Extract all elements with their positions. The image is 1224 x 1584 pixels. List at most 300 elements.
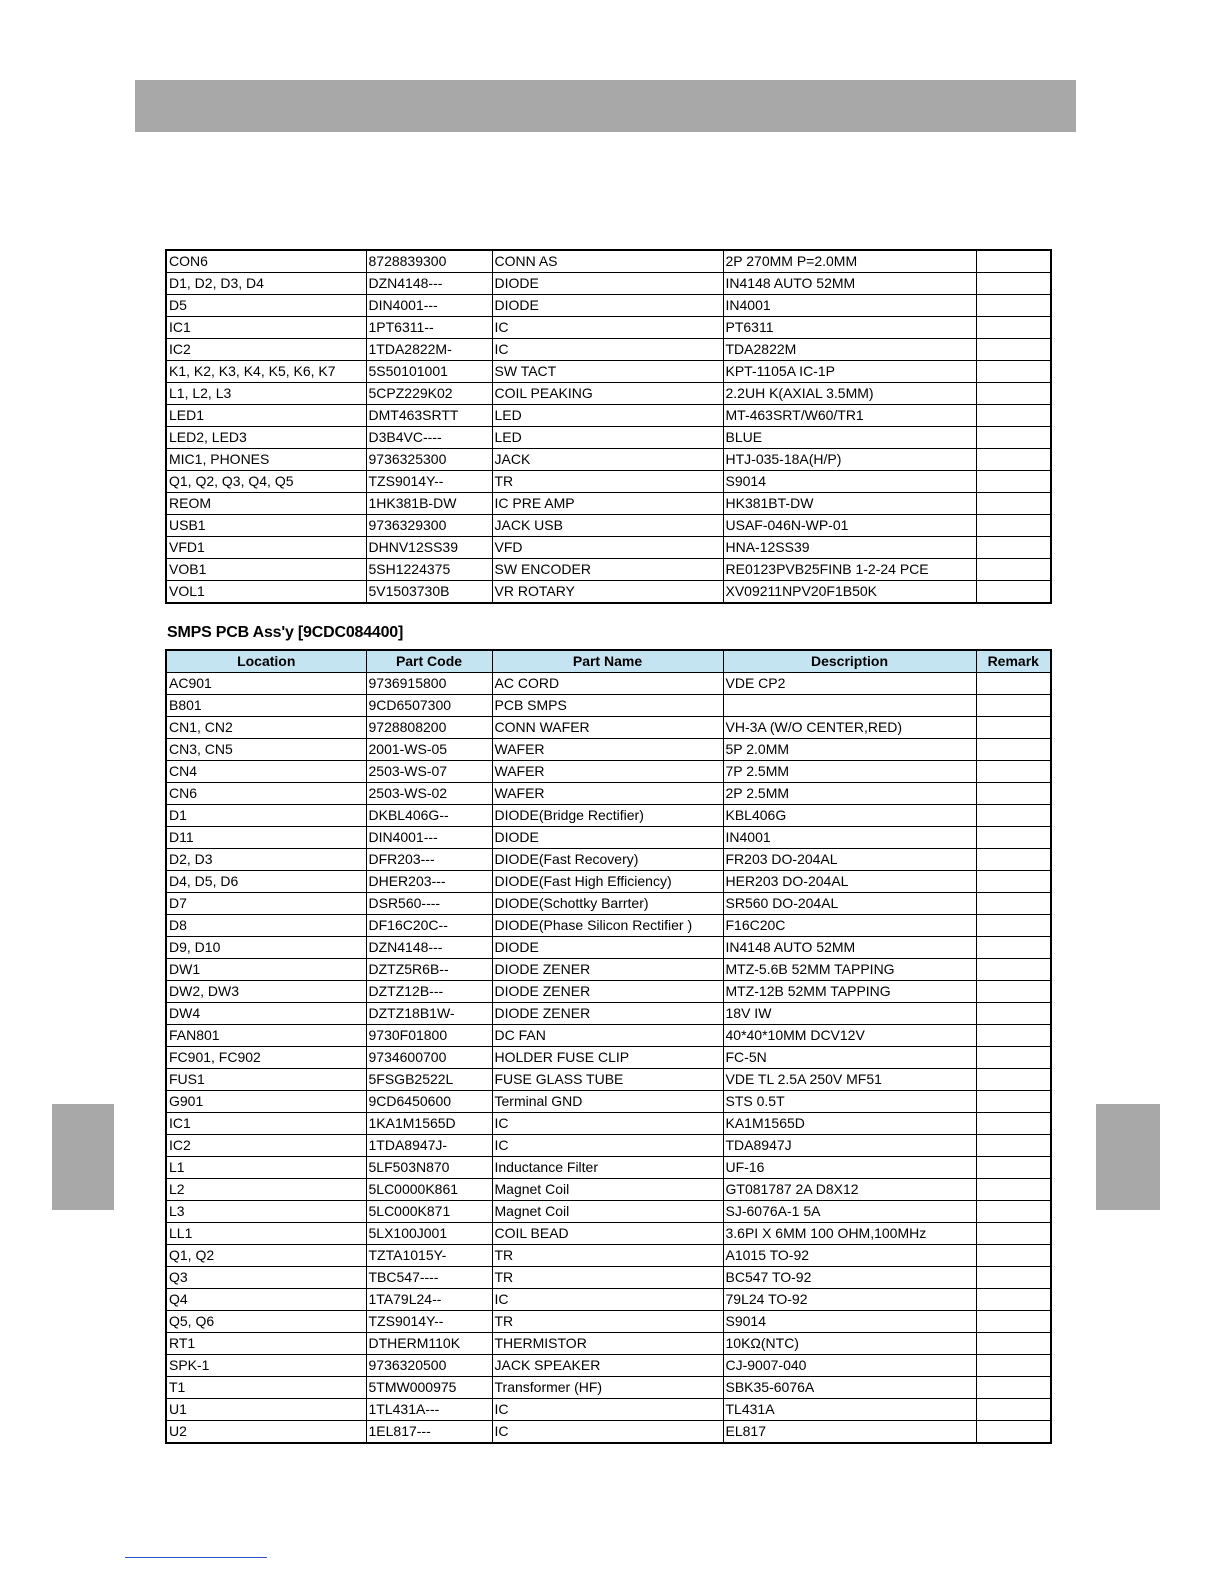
cell-part-name: DIODE(Fast High Efficiency)	[492, 871, 723, 893]
cell-location: LED2, LED3	[166, 427, 366, 449]
cell-location: D7	[166, 893, 366, 915]
cell-location: D5	[166, 295, 366, 317]
cell-remark	[976, 295, 1051, 317]
table-row	[166, 1399, 1051, 1421]
table-row	[166, 673, 1051, 695]
cell-description: RE0123PVB25FINB 1-2-24 PCE	[723, 559, 976, 581]
cell-remark	[976, 1179, 1051, 1201]
cell-description: IN4001	[723, 295, 976, 317]
cell-remark	[976, 871, 1051, 893]
table-row	[166, 1421, 1051, 1444]
cell-remark	[976, 1047, 1051, 1069]
cell-part-name: DIODE(Phase Silicon Rectifier )	[492, 915, 723, 937]
cell-description: PT6311	[723, 317, 976, 339]
section-title-smps: SMPS PCB Ass'y [9CDC084400]	[167, 624, 404, 641]
cell-part-code: TZS9014Y--	[366, 1311, 492, 1333]
cell-description: S9014	[723, 1311, 976, 1333]
cell-part-name: COIL PEAKING	[492, 383, 723, 405]
cell-remark	[976, 1289, 1051, 1311]
cell-location: D4, D5, D6	[166, 871, 366, 893]
cell-description: VDE CP2	[723, 673, 976, 695]
cell-part-name: CONN WAFER	[492, 717, 723, 739]
side-tab-right	[1096, 1104, 1160, 1210]
table-row	[166, 250, 1051, 273]
table-row	[166, 1025, 1051, 1047]
cell-part-name: Transformer (HF)	[492, 1377, 723, 1399]
cell-location: USB1	[166, 515, 366, 537]
cell-description: TL431A	[723, 1399, 976, 1421]
cell-remark	[976, 893, 1051, 915]
cell-part-name: LED	[492, 405, 723, 427]
cell-part-code: 9728808200	[366, 717, 492, 739]
cell-location: DW2, DW3	[166, 981, 366, 1003]
cell-part-code: DSR560----	[366, 893, 492, 915]
cell-remark	[976, 981, 1051, 1003]
cell-remark	[976, 537, 1051, 559]
cell-location: K1, K2, K3, K4, K5, K6, K7	[166, 361, 366, 383]
cell-remark	[976, 1091, 1051, 1113]
cell-description: 5P 2.0MM	[723, 739, 976, 761]
cell-location: SPK-1	[166, 1355, 366, 1377]
cell-location: D1, D2, D3, D4	[166, 273, 366, 295]
cell-part-code: DZN4148---	[366, 937, 492, 959]
cell-location: FC901, FC902	[166, 1047, 366, 1069]
table-row	[166, 893, 1051, 915]
cell-remark	[976, 739, 1051, 761]
cell-location: Q4	[166, 1289, 366, 1311]
cell-part-code: 2503-WS-07	[366, 761, 492, 783]
cell-part-code: DHNV12SS39	[366, 537, 492, 559]
table-row	[166, 739, 1051, 761]
cell-description: EL817	[723, 1421, 976, 1444]
cell-description	[723, 695, 976, 717]
table-row	[166, 981, 1051, 1003]
table-row	[166, 537, 1051, 559]
cell-description: 40*40*10MM DCV12V	[723, 1025, 976, 1047]
table-row	[166, 515, 1051, 537]
cell-location: L3	[166, 1201, 366, 1223]
table-row	[166, 1223, 1051, 1245]
cell-description: IN4148 AUTO 52MM	[723, 937, 976, 959]
cell-location: IC1	[166, 1113, 366, 1135]
cell-remark	[976, 1421, 1051, 1444]
cell-part-code: D3B4VC----	[366, 427, 492, 449]
cell-part-name: WAFER	[492, 761, 723, 783]
cell-remark	[976, 273, 1051, 295]
cell-part-code: DZTZ5R6B--	[366, 959, 492, 981]
table-row	[166, 449, 1051, 471]
cell-remark	[976, 1245, 1051, 1267]
cell-location: CN6	[166, 783, 366, 805]
cell-part-name: DIODE(Bridge Rectifier)	[492, 805, 723, 827]
table-row	[166, 827, 1051, 849]
cell-remark	[976, 959, 1051, 981]
cell-part-code: TZS9014Y--	[366, 471, 492, 493]
cell-location: REOM	[166, 493, 366, 515]
cell-part-name: TR	[492, 1245, 723, 1267]
cell-part-name: DIODE	[492, 295, 723, 317]
cell-part-code: TZTA1015Y-	[366, 1245, 492, 1267]
cell-part-name: VR ROTARY	[492, 581, 723, 604]
cell-part-code: 5S50101001	[366, 361, 492, 383]
table-row	[166, 1179, 1051, 1201]
cell-part-code: DZN4148---	[366, 273, 492, 295]
cell-location: FUS1	[166, 1069, 366, 1091]
table-row	[166, 937, 1051, 959]
table-row	[166, 1289, 1051, 1311]
cell-location: D8	[166, 915, 366, 937]
cell-remark	[976, 1157, 1051, 1179]
cell-part-code: 9736320500	[366, 1355, 492, 1377]
cell-part-name: Inductance Filter	[492, 1157, 723, 1179]
table-row	[166, 1113, 1051, 1135]
cell-part-code: 9730F01800	[366, 1025, 492, 1047]
cell-description: HNA-12SS39	[723, 537, 976, 559]
cell-part-code: DIN4001---	[366, 295, 492, 317]
cell-remark	[976, 673, 1051, 695]
cell-part-code: DZTZ12B---	[366, 981, 492, 1003]
parts-table-smps	[165, 649, 1052, 1444]
cell-description: MTZ-5.6B 52MM TAPPING	[723, 959, 976, 981]
cell-part-code: 9736915800	[366, 673, 492, 695]
cell-part-name: Magnet Coil	[492, 1179, 723, 1201]
cell-part-code: 1PT6311--	[366, 317, 492, 339]
cell-location: D2, D3	[166, 849, 366, 871]
cell-description: VH-3A (W/O CENTER,RED)	[723, 717, 976, 739]
cell-part-name: LED	[492, 427, 723, 449]
cell-part-code: TBC547----	[366, 1267, 492, 1289]
cell-description: 79L24 TO-92	[723, 1289, 976, 1311]
cell-description: TDA8947J	[723, 1135, 976, 1157]
table-row	[166, 339, 1051, 361]
cell-description: BLUE	[723, 427, 976, 449]
cell-remark	[976, 783, 1051, 805]
cell-location: IC2	[166, 1135, 366, 1157]
table-row	[166, 1311, 1051, 1333]
cell-part-code: DMT463SRTT	[366, 405, 492, 427]
cell-description: 10KΩ(NTC)	[723, 1333, 976, 1355]
cell-location: VOL1	[166, 581, 366, 604]
table-row	[166, 695, 1051, 717]
table-row	[166, 871, 1051, 893]
cell-part-code: 5LC0000K861	[366, 1179, 492, 1201]
cell-part-code: 1TDA8947J-	[366, 1135, 492, 1157]
table-header-row	[166, 650, 1051, 673]
cell-location: G901	[166, 1091, 366, 1113]
cell-part-name: IC	[492, 339, 723, 361]
cell-location: Q5, Q6	[166, 1311, 366, 1333]
table-row	[166, 1157, 1051, 1179]
cell-location: D11	[166, 827, 366, 849]
cell-description: 18V IW	[723, 1003, 976, 1025]
cell-description: USAF-046N-WP-01	[723, 515, 976, 537]
cell-part-name: JACK SPEAKER	[492, 1355, 723, 1377]
cell-remark	[976, 1113, 1051, 1135]
cell-remark	[976, 1399, 1051, 1421]
cell-part-name: IC	[492, 1289, 723, 1311]
cell-remark	[976, 1201, 1051, 1223]
cell-part-name: IC	[492, 1113, 723, 1135]
table-row	[166, 1201, 1051, 1223]
cell-description: KBL406G	[723, 805, 976, 827]
cell-description: MTZ-12B 52MM TAPPING	[723, 981, 976, 1003]
cell-location: L1	[166, 1157, 366, 1179]
cell-remark	[976, 1377, 1051, 1399]
table-row	[166, 317, 1051, 339]
cell-part-code: DKBL406G--	[366, 805, 492, 827]
cell-remark	[976, 1355, 1051, 1377]
cell-part-code: 1TA79L24--	[366, 1289, 492, 1311]
cell-remark	[976, 317, 1051, 339]
table-row	[166, 1135, 1051, 1157]
cell-remark	[976, 695, 1051, 717]
cell-part-code: 9CD6450600	[366, 1091, 492, 1113]
cell-part-code: 9736329300	[366, 515, 492, 537]
table-row	[166, 959, 1051, 981]
cell-location: IC1	[166, 317, 366, 339]
cell-remark	[976, 827, 1051, 849]
cell-location: B801	[166, 695, 366, 717]
cell-remark	[976, 449, 1051, 471]
cell-location: T1	[166, 1377, 366, 1399]
cell-part-name: VFD	[492, 537, 723, 559]
cell-location: VFD1	[166, 537, 366, 559]
cell-location: LED1	[166, 405, 366, 427]
table-row	[166, 1333, 1051, 1355]
table-row	[166, 383, 1051, 405]
cell-part-name: DIODE ZENER	[492, 1003, 723, 1025]
cell-description: 3.6PI X 6MM 100 OHM,100MHz	[723, 1223, 976, 1245]
table-row	[166, 1069, 1051, 1091]
cell-description: KPT-1105A IC-1P	[723, 361, 976, 383]
cell-part-code: 5TMW000975	[366, 1377, 492, 1399]
cell-part-name: DIODE	[492, 827, 723, 849]
cell-part-code: 9736325300	[366, 449, 492, 471]
cell-description: TDA2822M	[723, 339, 976, 361]
cell-location: L2	[166, 1179, 366, 1201]
cell-part-code: DZTZ18B1W-	[366, 1003, 492, 1025]
cell-remark	[976, 805, 1051, 827]
cell-part-name: IC	[492, 1399, 723, 1421]
cell-part-code: DTHERM110K	[366, 1333, 492, 1355]
cell-description: 2.2UH K(AXIAL 3.5MM)	[723, 383, 976, 405]
cell-description: STS 0.5T	[723, 1091, 976, 1113]
cell-description: IN4001	[723, 827, 976, 849]
cell-description: HTJ-035-18A(H/P)	[723, 449, 976, 471]
cell-description: SR560 DO-204AL	[723, 893, 976, 915]
cell-remark	[976, 361, 1051, 383]
table-row	[166, 849, 1051, 871]
cell-part-code: 5LC000K871	[366, 1201, 492, 1223]
cell-description: SBK35-6076A	[723, 1377, 976, 1399]
cell-description: MT-463SRT/W60/TR1	[723, 405, 976, 427]
cell-location: VOB1	[166, 559, 366, 581]
table-row	[166, 427, 1051, 449]
cell-description: HK381BT-DW	[723, 493, 976, 515]
cell-remark	[976, 383, 1051, 405]
cell-remark	[976, 1135, 1051, 1157]
cell-part-name: Magnet Coil	[492, 1201, 723, 1223]
cell-location: LL1	[166, 1223, 366, 1245]
cell-part-name: COIL BEAD	[492, 1223, 723, 1245]
cell-part-code: DIN4001---	[366, 827, 492, 849]
cell-part-name: HOLDER FUSE CLIP	[492, 1047, 723, 1069]
cell-remark	[976, 761, 1051, 783]
header-part-code: Part Code	[366, 650, 492, 673]
table-row	[166, 471, 1051, 493]
table-row	[166, 581, 1051, 604]
table-row	[166, 1091, 1051, 1113]
table-row	[166, 1047, 1051, 1069]
cell-description: SJ-6076A-1 5A	[723, 1201, 976, 1223]
cell-remark	[976, 717, 1051, 739]
cell-part-code: DHER203---	[366, 871, 492, 893]
cell-part-name: DIODE(Schottky Barrter)	[492, 893, 723, 915]
cell-part-name: JACK USB	[492, 515, 723, 537]
cell-part-code: 2001-WS-05	[366, 739, 492, 761]
cell-part-name: FUSE GLASS TUBE	[492, 1069, 723, 1091]
cell-remark	[976, 581, 1051, 604]
table-row	[166, 295, 1051, 317]
cell-description: S9014	[723, 471, 976, 493]
table-row	[166, 1355, 1051, 1377]
cell-description: BC547 TO-92	[723, 1267, 976, 1289]
cell-description: FR203 DO-204AL	[723, 849, 976, 871]
cell-remark	[976, 937, 1051, 959]
cell-location: RT1	[166, 1333, 366, 1355]
cell-part-code: 5LF503N870	[366, 1157, 492, 1179]
cell-part-name: SW ENCODER	[492, 559, 723, 581]
cell-part-code: 1KA1M1565D	[366, 1113, 492, 1135]
table-row	[166, 761, 1051, 783]
cell-part-code: 1EL817---	[366, 1421, 492, 1444]
cell-part-name: DIODE ZENER	[492, 959, 723, 981]
side-tab-left	[52, 1104, 114, 1210]
cell-description: A1015 TO-92	[723, 1245, 976, 1267]
table-row	[166, 915, 1051, 937]
table-row	[166, 1003, 1051, 1025]
cell-part-name: TR	[492, 471, 723, 493]
cell-remark	[976, 1223, 1051, 1245]
cell-part-name: Terminal GND	[492, 1091, 723, 1113]
header-part-name: Part Name	[492, 650, 723, 673]
cell-location: FAN801	[166, 1025, 366, 1047]
cell-description: CJ-9007-040	[723, 1355, 976, 1377]
cell-part-name: DIODE(Fast Recovery)	[492, 849, 723, 871]
parts-table-1	[165, 249, 1052, 604]
cell-part-name: DIODE ZENER	[492, 981, 723, 1003]
cell-description: 2P 2.5MM	[723, 783, 976, 805]
cell-part-code: 5SH1224375	[366, 559, 492, 581]
cell-description: GT081787 2A D8X12	[723, 1179, 976, 1201]
cell-part-code: 8728839300	[366, 250, 492, 273]
cell-location: CN4	[166, 761, 366, 783]
cell-part-name: SW TACT	[492, 361, 723, 383]
cell-location: Q3	[166, 1267, 366, 1289]
cell-remark	[976, 1311, 1051, 1333]
cell-part-name: WAFER	[492, 739, 723, 761]
cell-part-name: TR	[492, 1311, 723, 1333]
cell-part-name: IC	[492, 317, 723, 339]
cell-part-name: AC CORD	[492, 673, 723, 695]
cell-part-code: 5FSGB2522L	[366, 1069, 492, 1091]
cell-part-name: PCB SMPS	[492, 695, 723, 717]
cell-remark	[976, 559, 1051, 581]
cell-location: AC901	[166, 673, 366, 695]
cell-remark	[976, 493, 1051, 515]
cell-location: CN3, CN5	[166, 739, 366, 761]
cell-location: DW4	[166, 1003, 366, 1025]
header-description: Description	[723, 650, 976, 673]
cell-remark	[976, 339, 1051, 361]
header-remark: Remark	[976, 650, 1051, 673]
cell-remark	[976, 1267, 1051, 1289]
cell-part-code: DFR203---	[366, 849, 492, 871]
cell-part-name: THERMISTOR	[492, 1333, 723, 1355]
cell-remark	[976, 471, 1051, 493]
table-row	[166, 361, 1051, 383]
cell-location: CON6	[166, 250, 366, 273]
cell-part-name: IC	[492, 1135, 723, 1157]
cell-remark	[976, 427, 1051, 449]
cell-part-name: JACK	[492, 449, 723, 471]
cell-description: FC-5N	[723, 1047, 976, 1069]
cell-part-name: DIODE	[492, 937, 723, 959]
cell-description: UF-16	[723, 1157, 976, 1179]
table-row	[166, 805, 1051, 827]
cell-remark	[976, 405, 1051, 427]
cell-description: XV09211NPV20F1B50K	[723, 581, 976, 604]
cell-description: KA1M1565D	[723, 1113, 976, 1135]
cell-location: DW1	[166, 959, 366, 981]
table-row	[166, 405, 1051, 427]
cell-remark	[976, 1333, 1051, 1355]
cell-description: 2P 270MM P=2.0MM	[723, 250, 976, 273]
table-row	[166, 717, 1051, 739]
cell-part-name: TR	[492, 1267, 723, 1289]
cell-part-name: IC PRE AMP	[492, 493, 723, 515]
cell-description: HER203 DO-204AL	[723, 871, 976, 893]
cell-remark	[976, 849, 1051, 871]
cell-location: U2	[166, 1421, 366, 1444]
cell-part-code: 2503-WS-02	[366, 783, 492, 805]
table-row	[166, 1267, 1051, 1289]
table-row	[166, 783, 1051, 805]
cell-part-name: CONN AS	[492, 250, 723, 273]
cell-location: L1, L2, L3	[166, 383, 366, 405]
cell-location: Q1, Q2	[166, 1245, 366, 1267]
cell-description: IN4148 AUTO 52MM	[723, 273, 976, 295]
cell-part-code: 5CPZ229K02	[366, 383, 492, 405]
cell-part-name: IC	[492, 1421, 723, 1444]
cell-part-code: DF16C20C--	[366, 915, 492, 937]
cell-part-code: 9CD6507300	[366, 695, 492, 717]
cell-remark	[976, 515, 1051, 537]
cell-remark	[976, 1025, 1051, 1047]
cell-location: U1	[166, 1399, 366, 1421]
cell-location: CN1, CN2	[166, 717, 366, 739]
cell-part-code: 9734600700	[366, 1047, 492, 1069]
table-row	[166, 273, 1051, 295]
cell-part-code: 1HK381B-DW	[366, 493, 492, 515]
cell-part-name: WAFER	[492, 783, 723, 805]
cell-part-code: 1TL431A---	[366, 1399, 492, 1421]
cell-part-code: 5LX100J001	[366, 1223, 492, 1245]
bottom-link-underline	[125, 1557, 267, 1558]
cell-part-code: 1TDA2822M-	[366, 339, 492, 361]
cell-part-name: DIODE	[492, 273, 723, 295]
cell-description: 7P 2.5MM	[723, 761, 976, 783]
